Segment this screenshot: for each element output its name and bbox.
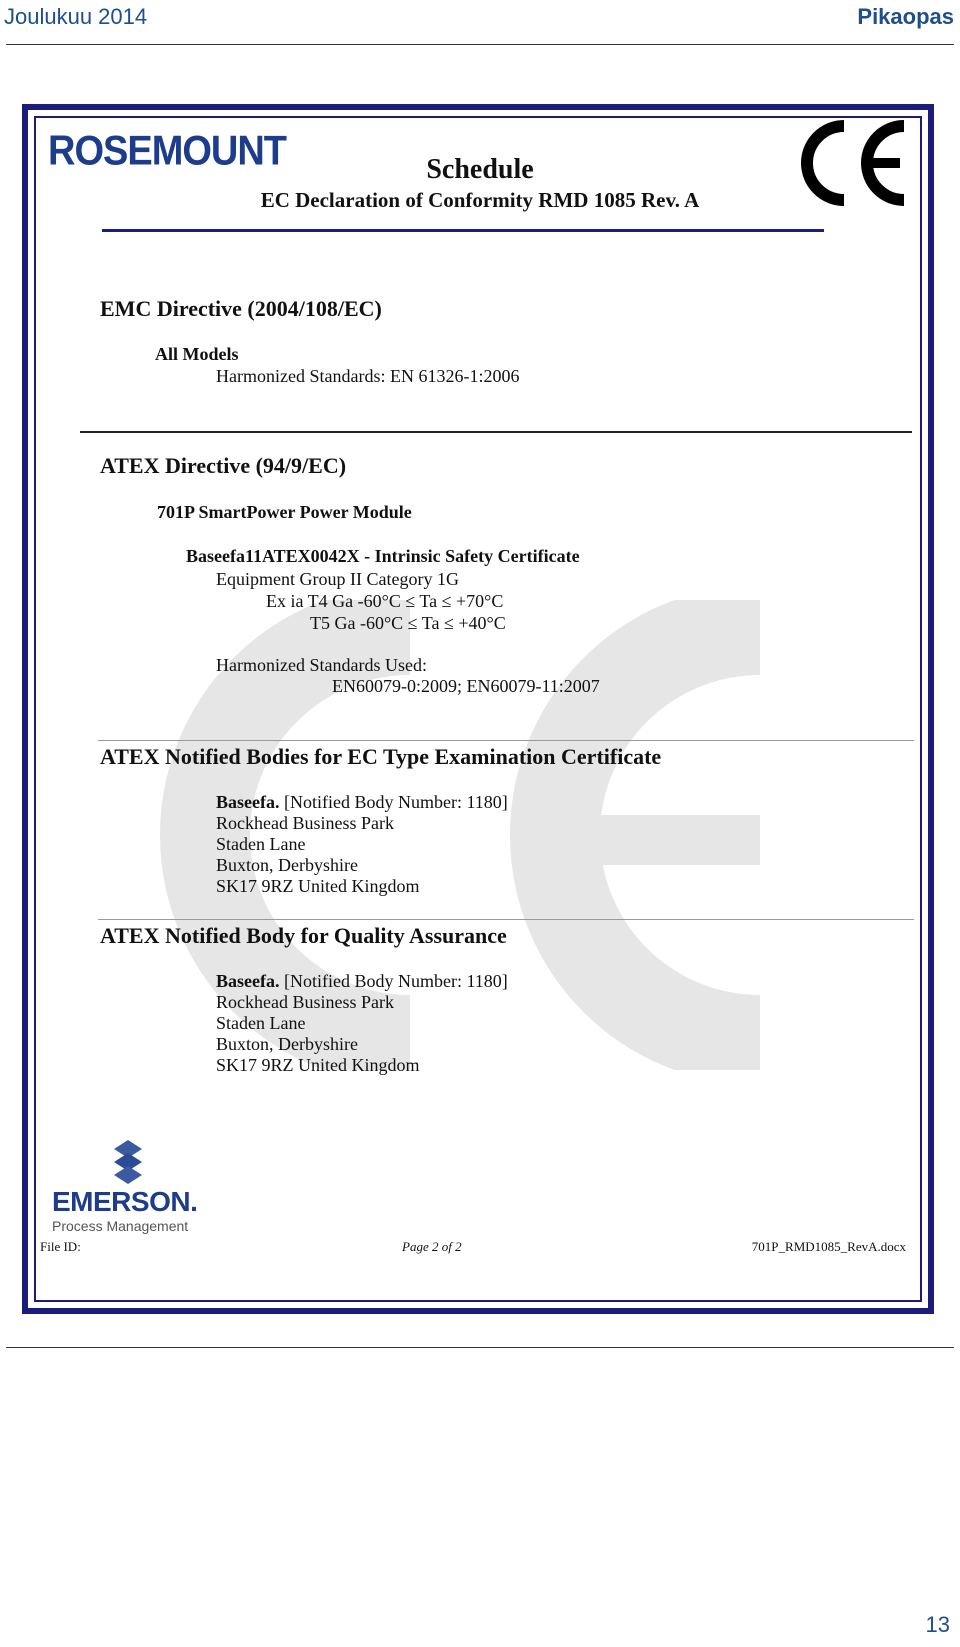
footer-file-id: File ID: — [40, 1239, 81, 1254]
atex-standards-label: Harmonized Standards Used: — [216, 655, 427, 675]
page-number: 13 — [925, 1612, 950, 1637]
address-line: Buxton, Derbyshire — [216, 855, 358, 875]
page-header-date: Joulukuu 2014 — [4, 4, 148, 29]
emerson-wordmark: EMERSON. — [52, 1186, 198, 1217]
title-divider — [102, 229, 824, 232]
atex-marking-t4: Ex ia T4 Ga -60°C ≤ Ta ≤ +70°C — [266, 591, 504, 611]
atex-product: 701P SmartPower Power Module — [157, 502, 412, 522]
body-name: Baseefa. — [216, 792, 280, 812]
emerson-tagline: Process Management — [52, 1218, 189, 1234]
address-line: Rockhead Business Park — [216, 813, 394, 833]
address-line: Rockhead Business Park — [216, 992, 394, 1012]
footer-divider — [6, 1347, 954, 1348]
rosemount-logo: ROSEMOUNT — [48, 128, 286, 175]
emc-standards: Harmonized Standards: EN 61326-1:2006 — [216, 366, 520, 386]
atex-marking-t5: T5 Ga -60°C ≤ Ta ≤ +40°C — [310, 613, 506, 633]
footer-doc-name: 701P_RMD1085_RevA.docx — [751, 1239, 906, 1254]
footer-page: Page 2 of 2 — [402, 1239, 462, 1254]
emc-heading: EMC Directive (2004/108/EC) — [100, 296, 382, 321]
address-line: SK17 9RZ United Kingdom — [216, 876, 420, 896]
section-divider — [98, 740, 914, 741]
emerson-emblem-icon — [108, 1140, 148, 1184]
address-line: Buxton, Derbyshire — [216, 1034, 358, 1054]
address-line: SK17 9RZ United Kingdom — [216, 1055, 420, 1075]
section-divider — [80, 431, 912, 433]
schedule-subtitle: EC Declaration of Conformity RMD 1085 Rev. A — [260, 188, 700, 212]
body-name: Baseefa. — [216, 971, 280, 991]
atex-standards: EN60079-0:2009; EN60079-11:2007 — [332, 676, 600, 696]
atex-heading: ATEX Directive (94/9/EC) — [100, 453, 347, 478]
notified-type-body — [216, 792, 508, 897]
notified-type-heading: ATEX Notified Bodies for EC Type Examination Certificate — [100, 744, 662, 769]
address-line: Staden Lane — [216, 834, 306, 854]
atex-certificate: Baseefa11ATEX0042X - Intrinsic Safety Certificate — [186, 546, 580, 566]
notified-qa-heading: ATEX Notified Body for Quality Assurance — [100, 923, 507, 948]
page-header-title: Pikaopas — [857, 4, 954, 29]
address-line: Staden Lane — [216, 1013, 306, 1033]
section-divider — [98, 919, 914, 920]
emc-models: All Models — [155, 344, 239, 364]
notified-qa-body — [216, 971, 508, 1076]
body-number: [Notified Body Number: 1180] — [283, 971, 508, 991]
body-number: [Notified Body Number: 1180] — [283, 792, 508, 812]
atex-equipment-group: Equipment Group II Category 1G — [216, 569, 459, 589]
schedule-title: Schedule — [426, 154, 534, 185]
header-divider — [6, 44, 954, 45]
